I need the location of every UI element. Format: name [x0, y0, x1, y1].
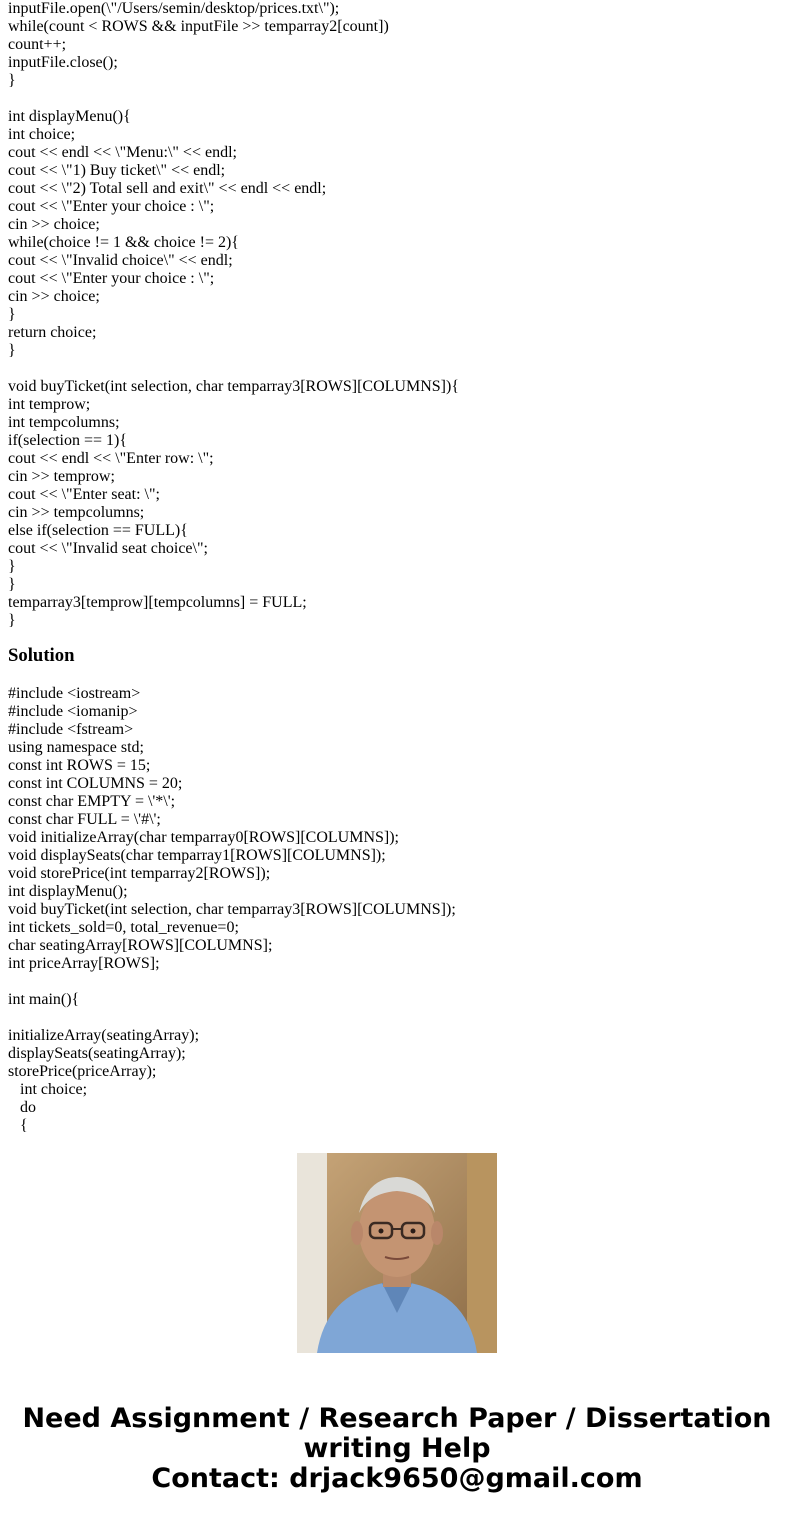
code-snippet-top: inputFile.open(\"/Users/semin/desktop/prices.txt\"); while(count < ROWS && inputFile >> temparray2[count]) count++; inputFile.close(); } int displayMenu(){ int choice; cout << endl << \"Menu:\" << endl; cout << \"1) Buy ticket\" << endl; cout << \"2) Total sell and exit\" << endl << endl; cout << \"Enter your choice : \"; cin >> choice; while(choice != 1 && choice != 2){ cout << \"Invalid choice\" << endl; cout << \"Enter your choice : \"; cin >> choice; } return choice; } void buyTicket(int selection, char temparray3[ROWS][COLUMNS]){ int temprow; int tempcolumns; if(selection == 1){ cout << endl << \"Enter row: \"; cin >> temprow; cout << \"Enter seat: \"; cin >> tempcolumns; else if(selection == FULL){ cout << \"Invalid seat choice\"; } } temparray3[temprow][tempcolumns] = FULL; }	[8, 0, 459, 629]
help-contact-banner	[0, 1404, 794, 1494]
author-portrait-image	[297, 1153, 497, 1353]
author-avatar	[297, 1153, 497, 1353]
solution-heading: Solution	[8, 645, 75, 666]
code-snippet-solution: #include <iostream> #include <iomanip> #include <fstream> using namespace std; const int ROWS = 15; const int COLUMNS = 20; const char EMPTY = \'*\'; const char FULL = \'#\'; void initializeArray(char temparray0[ROWS][COLUMNS]); void displaySeats(char temparray1[ROWS][COLUMNS]); void storePrice(int temparray2[ROWS]); int displayMenu(); void buyTicket(int selection, char temparray3[ROWS][COLUMNS]); int tickets_sold=0, total_revenue=0; char seatingArray[ROWS][COLUMNS]; int priceArray[ROWS]; int main(){ initializeArray(seatingArray); displaySeats(seatingArray); storePrice(priceArray); int choice; do {	[8, 685, 456, 1134]
promo-line-2: writing Help	[303, 1433, 491, 1464]
promo-line-1: Need Assignment / Research Paper / Dissertation	[22, 1403, 772, 1434]
promo-contact-line: Contact: drjack9650@gmail.com	[151, 1463, 643, 1494]
